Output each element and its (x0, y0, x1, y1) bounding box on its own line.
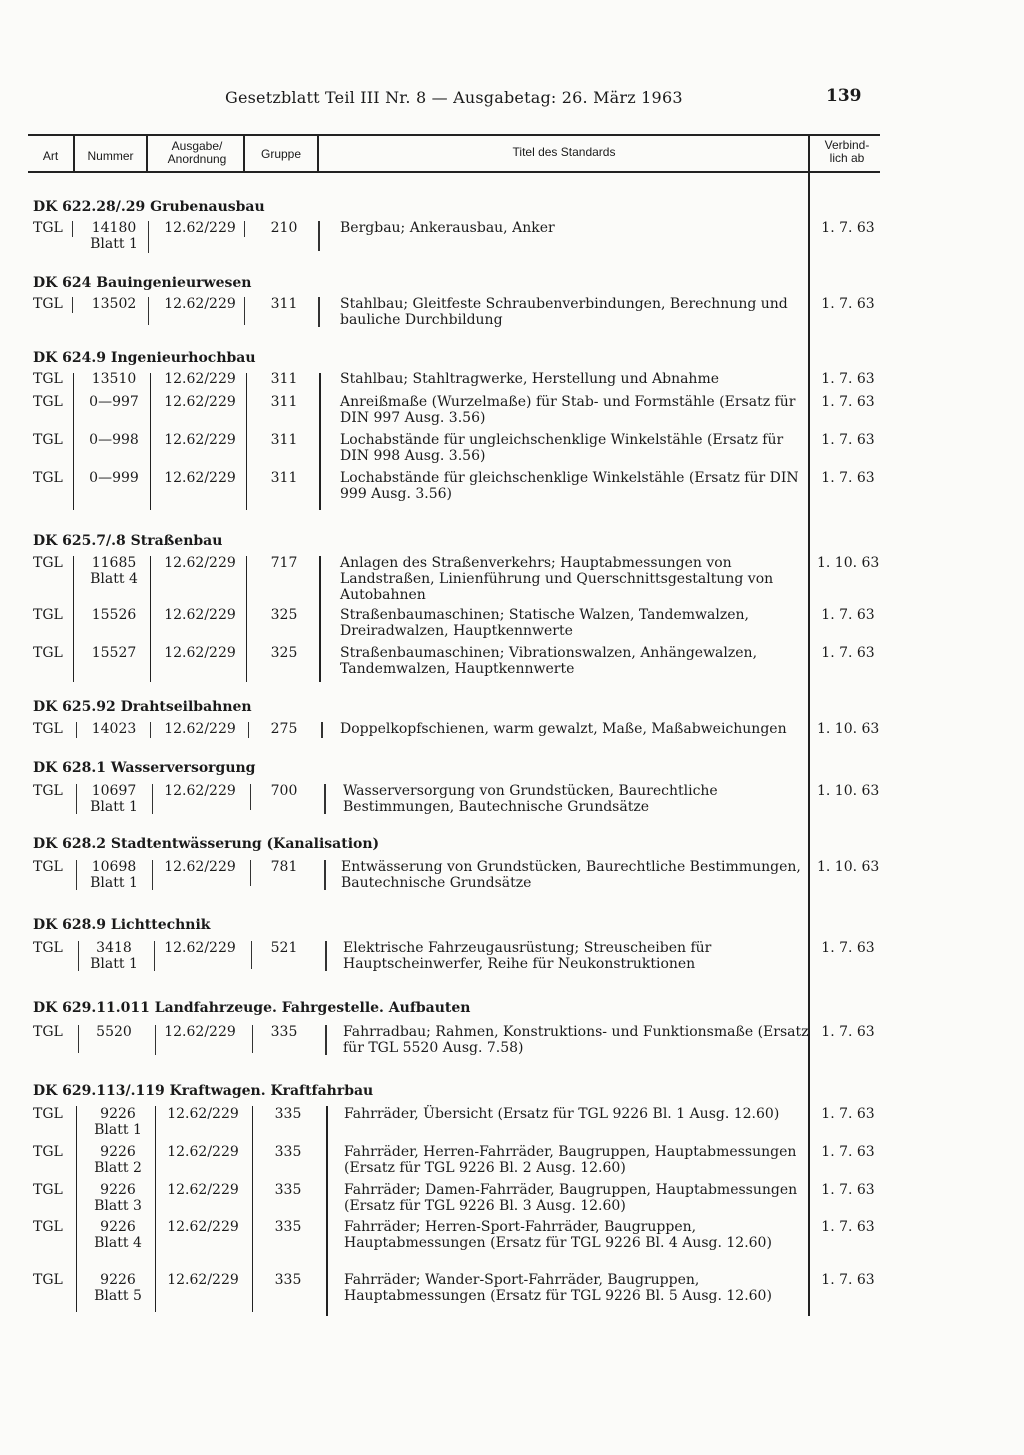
art-cell: TGL (33, 1182, 63, 1198)
titel-cell: Straßenbaumaschinen; Statische Walzen, Tandemwalzen, Dreiradwalzen, Hauptkennwerte (340, 607, 749, 639)
titel-cell: Anreißmaße (Wurzelmaße) für Stab- und Formstähle (Ersatz für DIN 997 Ausg. 3.56) (340, 394, 796, 426)
ausgabe-cell: 12.62/229 (164, 555, 236, 571)
titel-cell: Bergbau; Ankerausbau, Anker (340, 220, 555, 236)
cell-divider (244, 221, 245, 237)
verbindlich-cell: 1. 7. 63 (821, 645, 875, 661)
cell-divider (78, 1025, 79, 1053)
titel-cell: Fahrräder; Damen-Fahrräder, Baugruppen, Hauptabmessungen (Ersatz für TGL 9226 Bl. 3 Ausg. 12.60) (344, 1182, 798, 1214)
verbindlich-cell: 1. 10. 63 (817, 721, 880, 737)
art-cell: TGL (33, 1144, 63, 1160)
blatt-cell: Blatt 1 (94, 1122, 142, 1138)
nummer-cell: 0—997 (89, 394, 139, 410)
section-heading: DK 622.28/.29 Grubenausbau (33, 199, 265, 215)
section-heading: DK 628.9 Lichttechnik (33, 917, 211, 933)
column-header-nummer: Nummer (87, 149, 134, 163)
art-cell: TGL (33, 721, 63, 737)
verbindlich-cell: 1. 7. 63 (821, 371, 875, 387)
ausgabe-cell: 12.62/229 (167, 1182, 239, 1198)
column-divider (252, 1106, 253, 1312)
page-number: 139 (826, 86, 862, 106)
blatt-cell: Blatt 4 (90, 571, 138, 587)
nummer-cell: 11685 (91, 555, 137, 571)
column-divider (146, 136, 148, 171)
art-cell: TGL (33, 859, 63, 875)
verbindlich-cell: 1. 7. 63 (821, 1272, 875, 1288)
column-divider (317, 136, 319, 171)
nummer-cell: 9226 (100, 1272, 136, 1288)
gruppe-cell: 521 (270, 940, 298, 956)
column-header-art: Art (42, 149, 59, 163)
nummer-cell: 15527 (91, 645, 137, 661)
cell-divider (76, 722, 77, 738)
art-cell: TGL (33, 555, 63, 571)
table-top-rule (28, 134, 880, 136)
nummer-cell: 5520 (96, 1024, 132, 1040)
titel-cell: Lochabstände für ungleichschenklige Winkelstähle (Ersatz für DIN 998 Ausg. 3.56) (340, 432, 784, 464)
titel-cell: Entwässerung von Grundstücken, Baurechtliche Bestimmungen, Bautechnische Grundsätze (341, 859, 801, 891)
section-heading: DK 629.11.011 Landfahrzeuge. Fahrgestelle. Aufbauten (33, 1000, 471, 1016)
gruppe-cell: 311 (270, 394, 298, 410)
blatt-cell: Blatt 1 (90, 236, 138, 252)
verbindlich-cell: 1. 7. 63 (821, 1106, 875, 1122)
page-header-title: Gesetzblatt Teil III Nr. 8 — Ausgabetag: 26. März 1963 (225, 88, 683, 107)
column-divider (73, 373, 74, 510)
column-divider (150, 556, 151, 682)
ausgabe-cell: 12.62/229 (167, 1144, 239, 1160)
cell-divider (321, 722, 323, 738)
ausgabe-cell: 12.62/229 (167, 1106, 239, 1122)
column-divider (326, 1106, 328, 1316)
verbindlich-cell: 1. 7. 63 (821, 220, 875, 236)
gruppe-cell: 311 (270, 371, 298, 387)
gruppe-cell: 781 (270, 859, 298, 875)
gruppe-cell: 325 (270, 607, 298, 623)
cell-divider (324, 860, 326, 890)
gruppe-cell: 335 (274, 1272, 302, 1288)
cell-divider (250, 784, 251, 810)
gruppe-cell: 335 (274, 1182, 302, 1198)
column-divider (76, 1106, 77, 1312)
cell-divider (325, 1025, 327, 1055)
ausgabe-cell: 12.62/229 (164, 721, 236, 737)
blatt-cell: Blatt 2 (94, 1160, 142, 1176)
art-cell: TGL (33, 940, 63, 956)
section-heading: DK 625.92 Drahtseilbahnen (33, 699, 252, 715)
nummer-cell: 0—999 (89, 470, 139, 486)
verbindlich-cell: 1. 7. 63 (821, 1219, 875, 1235)
ausgabe-cell: 12.62/229 (164, 859, 236, 875)
cell-divider (76, 860, 77, 890)
art-cell: TGL (33, 432, 63, 448)
column-divider (155, 1106, 156, 1312)
cell-divider (155, 1025, 156, 1055)
nummer-cell: 9226 (100, 1144, 136, 1160)
verbindlich-cell: 1. 7. 63 (821, 432, 875, 448)
verbindlich-cell: 1. 7. 63 (821, 1144, 875, 1160)
art-cell: TGL (33, 1106, 63, 1122)
nummer-cell: 13510 (91, 371, 137, 387)
verbindlich-cell: 1. 7. 63 (821, 1182, 875, 1198)
verbindlich-cell: 1. 7. 63 (821, 940, 875, 956)
art-cell: TGL (33, 607, 63, 623)
titel-cell: Fahrräder, Herren-Fahrräder, Baugruppen, Hauptabmessungen (Ersatz für TGL 9226 Bl. 2 Ausg. 12.60) (344, 1144, 797, 1176)
table-header-rule (28, 171, 880, 173)
titel-cell: Anlagen des Straßenverkehrs; Hauptabmessungen von Landstraßen, Linienführung und Querschnittsgestaltung von Autobahnen (340, 555, 774, 603)
cell-divider (150, 722, 151, 738)
verbindlich-cell: 1. 7. 63 (821, 607, 875, 623)
cell-divider (154, 941, 155, 971)
column-header-gruppe: Gruppe (260, 147, 302, 161)
column-header-titel: Titel des Standards (512, 145, 616, 159)
gruppe-cell: 335 (274, 1219, 302, 1235)
art-cell: TGL (33, 783, 63, 799)
nummer-cell: 9226 (100, 1106, 136, 1122)
titel-cell: Stahlbau; Gleitfeste Schraubenverbindungen, Berechnung und bauliche Durchbildung (340, 296, 788, 328)
ausgabe-cell: 12.62/229 (164, 783, 236, 799)
nummer-cell: 14180 (91, 220, 137, 236)
art-cell: TGL (33, 1219, 63, 1235)
column-header-verbindlich: Verbind- lich ab (824, 138, 870, 165)
art-cell: TGL (33, 470, 63, 486)
section-heading: DK 625.7/.8 Straßenbau (33, 533, 223, 549)
ausgabe-cell: 12.62/229 (164, 1024, 236, 1040)
section-heading: DK 628.2 Stadtentwässerung (Kanalisation) (33, 836, 380, 852)
cell-divider (244, 297, 245, 325)
gruppe-cell: 210 (270, 220, 298, 236)
gruppe-cell: 335 (270, 1024, 298, 1040)
section-heading: DK 629.113/.119 Kraftwagen. Kraftfahrbau (33, 1083, 374, 1099)
nummer-cell: 9226 (100, 1182, 136, 1198)
ausgabe-cell: 12.62/229 (167, 1272, 239, 1288)
nummer-cell: 10697 (91, 783, 137, 799)
art-cell: TGL (33, 1024, 63, 1040)
cell-divider (324, 784, 326, 814)
cell-divider (148, 221, 149, 253)
cell-divider (76, 784, 77, 814)
cell-divider (318, 221, 320, 251)
verbindlich-cell: 1. 7. 63 (821, 296, 875, 312)
titel-cell: Wasserversorgung von Grundstücken, Baurechtliche Bestimmungen, Bautechnische Grundsätze (343, 783, 718, 815)
cell-divider (248, 722, 249, 738)
gruppe-cell: 311 (270, 296, 298, 312)
titel-cell: Fahrräder; Wander-Sport-Fahrräder, Baugruppen, Hauptabmessungen (Ersatz für TGL 9226 Bl. 5 Ausg. 12.60) (344, 1272, 772, 1304)
gruppe-cell: 311 (270, 432, 298, 448)
verbindlich-cell: 1. 7. 63 (821, 470, 875, 486)
cell-divider (148, 297, 149, 325)
titel-cell: Straßenbaumaschinen; Vibrationswalzen, Anhängewalzen, Tandemwalzen, Hauptkennwerte (340, 645, 758, 677)
cell-divider (152, 784, 153, 814)
ausgabe-cell: 12.62/229 (164, 371, 236, 387)
cell-divider (152, 860, 153, 890)
nummer-cell: 3418 (96, 940, 132, 956)
nummer-cell: 9226 (100, 1219, 136, 1235)
gruppe-cell: 325 (270, 645, 298, 661)
art-cell: TGL (33, 1272, 63, 1288)
ausgabe-cell: 12.62/229 (164, 394, 236, 410)
ausgabe-cell: 12.62/229 (164, 607, 236, 623)
gruppe-cell: 275 (270, 721, 298, 737)
art-cell: TGL (33, 394, 63, 410)
cell-divider (78, 941, 79, 971)
titel-cell: Fahrräder, Übersicht (Ersatz für TGL 9226 Bl. 1 Ausg. 12.60) (344, 1106, 780, 1122)
ausgabe-cell: 12.62/229 (164, 220, 236, 236)
gruppe-cell: 700 (270, 783, 298, 799)
cell-divider (251, 941, 252, 969)
art-cell: TGL (33, 296, 63, 312)
blatt-cell: Blatt 1 (90, 799, 138, 815)
nummer-cell: 14023 (91, 721, 137, 737)
nummer-cell: 0—998 (89, 432, 139, 448)
cell-divider (252, 1025, 253, 1053)
blatt-cell: Blatt 3 (94, 1198, 142, 1214)
gruppe-cell: 311 (270, 470, 298, 486)
column-divider (73, 556, 74, 682)
column-divider (246, 373, 247, 510)
titel-cell: Fahrräder; Herren-Sport-Fahrräder, Baugruppen, Hauptabmessungen (Ersatz für TGL 9226 Bl. 4 Ausg. 12.60) (344, 1219, 772, 1251)
titel-cell: Doppelkopfschienen, warm gewalzt, Maße, Maßabweichungen (340, 721, 787, 737)
section-heading: DK 624 Bauingenieurwesen (33, 275, 252, 291)
column-divider (246, 556, 247, 682)
art-cell: TGL (33, 645, 63, 661)
ausgabe-cell: 12.62/229 (164, 645, 236, 661)
gruppe-cell: 335 (274, 1144, 302, 1160)
blatt-cell: Blatt 5 (94, 1288, 142, 1304)
section-heading: DK 628.1 Wasserversorgung (33, 760, 256, 776)
ausgabe-cell: 12.62/229 (167, 1219, 239, 1235)
titel-cell: Elektrische Fahrzeugausrüstung; Streuscheiben für Hauptscheinwerfer, Reihe für Neukonstruktionen (343, 940, 712, 972)
cell-divider (250, 860, 251, 886)
titel-cell: Lochabstände für gleichschenklige Winkelstähle (Ersatz für DIN 999 Ausg. 3.56) (340, 470, 799, 502)
verbindlich-cell: 1. 10. 63 (817, 783, 880, 799)
gruppe-cell: 717 (270, 555, 298, 571)
verbindlich-cell: 1. 10. 63 (817, 555, 880, 571)
gruppe-cell: 335 (274, 1106, 302, 1122)
nummer-cell: 10698 (91, 859, 137, 875)
verbindlich-cell: 1. 10. 63 (817, 859, 880, 875)
ausgabe-cell: 12.62/229 (164, 940, 236, 956)
column-divider (319, 373, 321, 510)
blatt-cell: Blatt 4 (94, 1235, 142, 1251)
verbindlich-cell: 1. 7. 63 (821, 1024, 875, 1040)
titel-cell: Fahrradbau; Rahmen, Konstruktions- und Funktionsmaße (Ersatz für TGL 5520 Ausg. 7.58) (343, 1024, 809, 1056)
art-cell: TGL (33, 371, 63, 387)
cell-divider (72, 221, 73, 237)
ausgabe-cell: 12.62/229 (164, 470, 236, 486)
blatt-cell: Blatt 1 (90, 956, 138, 972)
column-divider (150, 373, 151, 510)
cell-divider (318, 297, 320, 327)
titel-cell: Stahlbau; Stahltragwerke, Herstellung und Abnahme (340, 371, 720, 387)
cell-divider (72, 297, 73, 313)
ausgabe-cell: 12.62/229 (164, 432, 236, 448)
column-header-ausgabe: Ausgabe/ Anordnung (167, 139, 227, 166)
section-heading: DK 624.9 Ingenieurhochbau (33, 350, 256, 366)
cell-divider (325, 941, 327, 971)
ausgabe-cell: 12.62/229 (164, 296, 236, 312)
art-cell: TGL (33, 220, 63, 236)
nummer-cell: 13502 (91, 296, 137, 312)
verbindlich-cell: 1. 7. 63 (821, 394, 875, 410)
column-divider (319, 556, 321, 682)
nummer-cell: 15526 (91, 607, 137, 623)
blatt-cell: Blatt 1 (90, 875, 138, 891)
